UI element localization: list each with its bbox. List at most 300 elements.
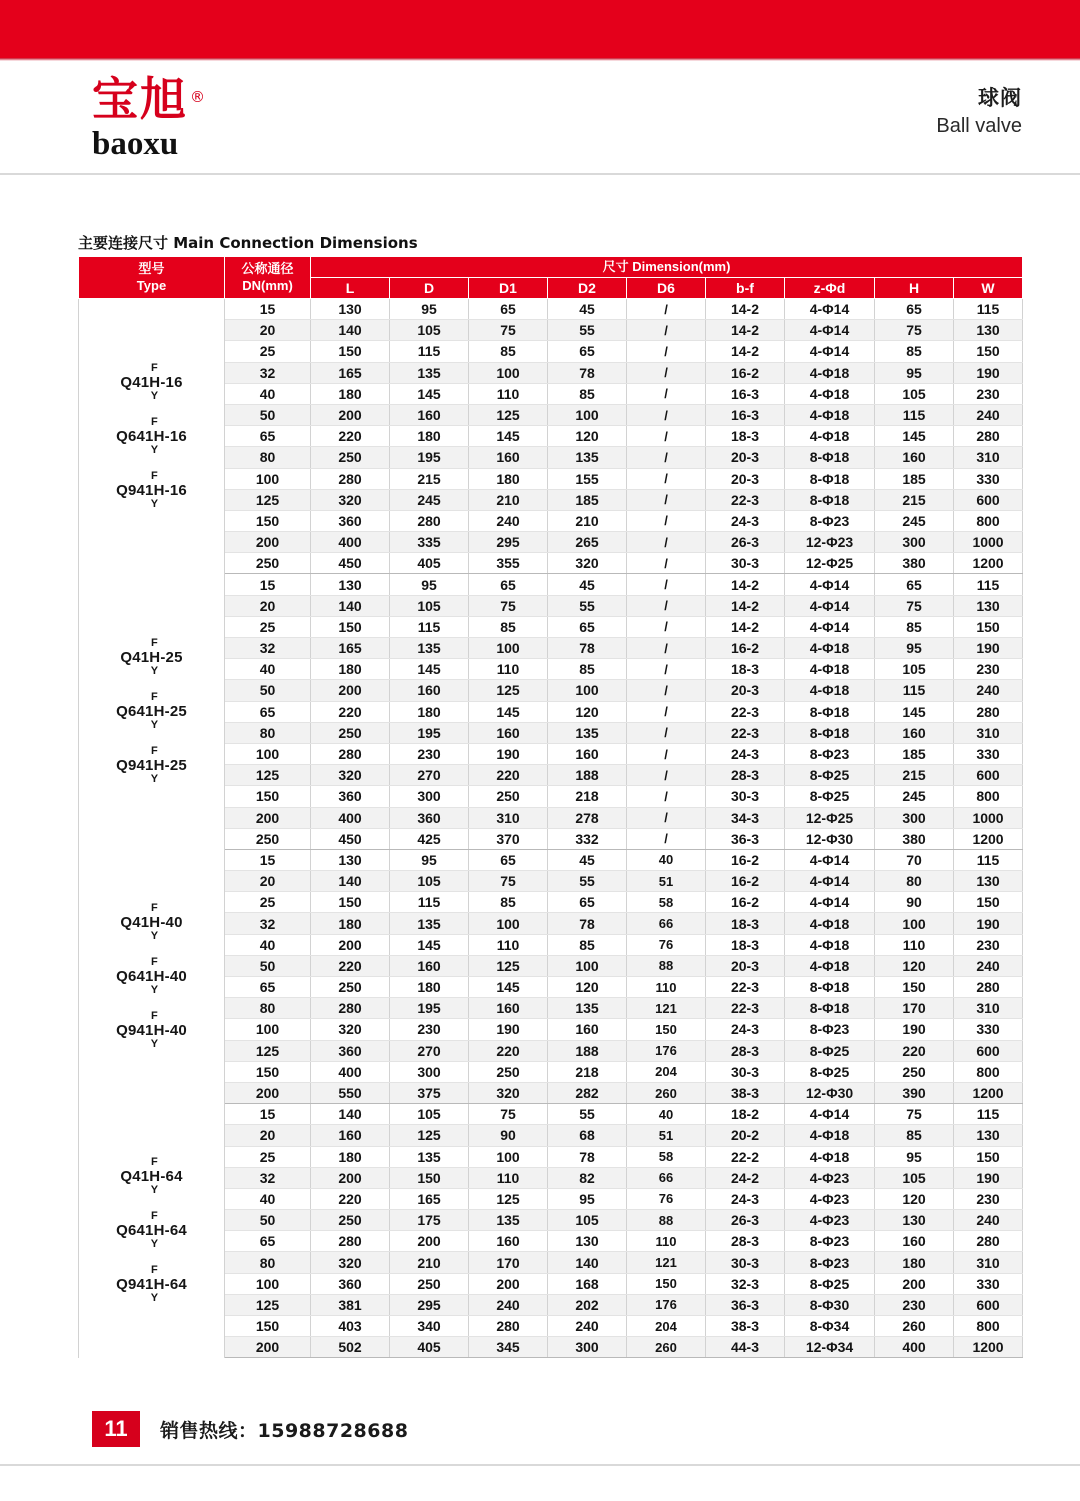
cell-zd: 12-Φ30 bbox=[785, 1082, 875, 1103]
cell-d: 335 bbox=[390, 532, 469, 553]
cell-d: 145 bbox=[390, 659, 469, 680]
cell-l: 280 bbox=[311, 743, 390, 764]
cell-zd: 8-Φ18 bbox=[785, 998, 875, 1019]
cell-d: 135 bbox=[390, 1146, 469, 1167]
cell-dn: 32 bbox=[225, 362, 311, 383]
cell-d6: / bbox=[627, 701, 706, 722]
cell-bf: 16-3 bbox=[706, 404, 785, 425]
cell-dn: 80 bbox=[225, 447, 311, 468]
cell-zd: 8-Φ23 bbox=[785, 1252, 875, 1273]
cell-d1: 85 bbox=[469, 616, 548, 637]
model-name: Q941H-25 bbox=[116, 757, 187, 775]
cell-h: 65 bbox=[875, 574, 954, 595]
cell-d1: 85 bbox=[469, 341, 548, 362]
masthead bbox=[0, 61, 1080, 173]
product-title-english: Ball valve bbox=[936, 115, 1022, 137]
cell-w: 115 bbox=[954, 1104, 1023, 1125]
cell-d2: 65 bbox=[548, 616, 627, 637]
cell-bf: 26-3 bbox=[706, 532, 785, 553]
cell-w: 330 bbox=[954, 743, 1023, 764]
cell-d6: 121 bbox=[627, 998, 706, 1019]
cell-l: 130 bbox=[311, 849, 390, 870]
header-col-d: D bbox=[390, 278, 469, 299]
cell-dn: 150 bbox=[225, 510, 311, 531]
cell-l: 320 bbox=[311, 1252, 390, 1273]
table-row bbox=[79, 299, 1023, 320]
cell-dn: 100 bbox=[225, 743, 311, 764]
cell-d6: / bbox=[627, 659, 706, 680]
cell-d1: 160 bbox=[469, 447, 548, 468]
cell-h: 145 bbox=[875, 701, 954, 722]
cell-zd: 8-Φ18 bbox=[785, 468, 875, 489]
cell-d: 160 bbox=[390, 955, 469, 976]
cell-d1: 220 bbox=[469, 765, 548, 786]
cell-d1: 110 bbox=[469, 659, 548, 680]
cell-d2: 168 bbox=[548, 1273, 627, 1294]
cell-dn: 20 bbox=[225, 595, 311, 616]
cell-d2: 120 bbox=[548, 701, 627, 722]
cell-bf: 24-3 bbox=[706, 510, 785, 531]
cell-d: 270 bbox=[390, 1040, 469, 1061]
cell-d: 195 bbox=[390, 998, 469, 1019]
cell-d6: / bbox=[627, 765, 706, 786]
cell-dn: 32 bbox=[225, 638, 311, 659]
cell-bf: 18-3 bbox=[706, 934, 785, 955]
type-cell bbox=[79, 574, 225, 849]
top-red-band bbox=[0, 0, 1080, 58]
cell-d: 145 bbox=[390, 383, 469, 404]
cell-l: 403 bbox=[311, 1316, 390, 1337]
cell-d6: / bbox=[627, 638, 706, 659]
cell-w: 1200 bbox=[954, 553, 1023, 574]
cell-h: 75 bbox=[875, 595, 954, 616]
cell-d2: 65 bbox=[548, 341, 627, 362]
cell-zd: 4-Φ14 bbox=[785, 871, 875, 892]
cell-d6: 40 bbox=[627, 1104, 706, 1125]
cell-d: 150 bbox=[390, 1167, 469, 1188]
cell-dn: 80 bbox=[225, 722, 311, 743]
table-row bbox=[79, 1104, 1023, 1125]
cell-d2: 210 bbox=[548, 510, 627, 531]
cell-dn: 65 bbox=[225, 1231, 311, 1252]
cell-bf: 20-3 bbox=[706, 955, 785, 976]
cell-h: 215 bbox=[875, 489, 954, 510]
cell-l: 140 bbox=[311, 1104, 390, 1125]
cell-zd: 4-Φ23 bbox=[785, 1210, 875, 1231]
cell-h: 95 bbox=[875, 1146, 954, 1167]
cell-dn: 150 bbox=[225, 1061, 311, 1082]
cell-h: 75 bbox=[875, 1104, 954, 1125]
cell-h: 85 bbox=[875, 616, 954, 637]
table-header bbox=[79, 257, 1023, 299]
cell-d6: 66 bbox=[627, 1167, 706, 1188]
cell-d6: 110 bbox=[627, 1231, 706, 1252]
cell-h: 105 bbox=[875, 383, 954, 404]
cell-d1: 135 bbox=[469, 1210, 548, 1231]
model-variant-top: F bbox=[151, 745, 158, 758]
cell-bf: 24-3 bbox=[706, 1019, 785, 1040]
cell-bf: 22-3 bbox=[706, 998, 785, 1019]
cell-d2: 100 bbox=[548, 955, 627, 976]
cell-h: 220 bbox=[875, 1040, 954, 1061]
cell-zd: 4-Φ23 bbox=[785, 1167, 875, 1188]
model-variant-top: F bbox=[151, 469, 158, 482]
cell-d6: 51 bbox=[627, 871, 706, 892]
table-row bbox=[79, 849, 1023, 870]
model-variant-bottom: Y bbox=[150, 930, 159, 942]
cell-l: 320 bbox=[311, 765, 390, 786]
cell-d: 375 bbox=[390, 1082, 469, 1103]
cell-l: 220 bbox=[311, 1188, 390, 1209]
cell-d1: 65 bbox=[469, 299, 548, 320]
logo-chinese-text bbox=[92, 72, 207, 126]
cell-d1: 65 bbox=[469, 574, 548, 595]
cell-bf: 16-2 bbox=[706, 362, 785, 383]
cell-d2: 100 bbox=[548, 404, 627, 425]
cell-d: 280 bbox=[390, 510, 469, 531]
cell-h: 245 bbox=[875, 510, 954, 531]
cell-zd: 4-Φ18 bbox=[785, 383, 875, 404]
cell-bf: 14-2 bbox=[706, 574, 785, 595]
cell-bf: 14-2 bbox=[706, 320, 785, 341]
model-label bbox=[116, 1265, 187, 1304]
cell-zd: 8-Φ23 bbox=[785, 743, 875, 764]
cell-l: 200 bbox=[311, 404, 390, 425]
model-variant-top: F bbox=[151, 902, 158, 914]
cell-d2: 140 bbox=[548, 1252, 627, 1273]
header-dn-en: DN(mm) bbox=[242, 277, 293, 293]
cell-d6: / bbox=[627, 574, 706, 595]
cell-zd: 4-Φ18 bbox=[785, 1125, 875, 1146]
header-col-d6: D6 bbox=[627, 278, 706, 299]
cell-d1: 125 bbox=[469, 404, 548, 425]
cell-bf: 18-3 bbox=[706, 913, 785, 934]
cell-dn: 50 bbox=[225, 680, 311, 701]
cell-zd: 8-Φ23 bbox=[785, 510, 875, 531]
cell-d1: 170 bbox=[469, 1252, 548, 1273]
cell-d2: 278 bbox=[548, 807, 627, 828]
model-name: Q641H-64 bbox=[116, 1222, 187, 1240]
cell-d6: / bbox=[627, 722, 706, 743]
cell-d: 210 bbox=[390, 1252, 469, 1273]
cell-l: 320 bbox=[311, 1019, 390, 1040]
model-variant-top: F bbox=[151, 637, 158, 650]
cell-d2: 95 bbox=[548, 1188, 627, 1209]
cell-zd: 4-Φ18 bbox=[785, 638, 875, 659]
model-label bbox=[116, 746, 187, 785]
cell-dn: 50 bbox=[225, 955, 311, 976]
cell-zd: 12-Φ23 bbox=[785, 532, 875, 553]
model-variant-top: F bbox=[151, 956, 158, 968]
cell-bf: 22-2 bbox=[706, 1146, 785, 1167]
cell-l: 450 bbox=[311, 553, 390, 574]
cell-d2: 155 bbox=[548, 468, 627, 489]
cell-w: 230 bbox=[954, 1188, 1023, 1209]
cell-d6: 150 bbox=[627, 1273, 706, 1294]
cell-d1: 125 bbox=[469, 680, 548, 701]
cell-dn: 200 bbox=[225, 1082, 311, 1103]
cell-zd: 4-Φ18 bbox=[785, 426, 875, 447]
cell-d6: 260 bbox=[627, 1082, 706, 1103]
cell-w: 150 bbox=[954, 1146, 1023, 1167]
cell-bf: 30-3 bbox=[706, 553, 785, 574]
cell-dn: 40 bbox=[225, 1188, 311, 1209]
cell-l: 280 bbox=[311, 468, 390, 489]
cell-l: 140 bbox=[311, 320, 390, 341]
cell-bf: 18-3 bbox=[706, 426, 785, 447]
cell-w: 800 bbox=[954, 786, 1023, 807]
cell-d2: 120 bbox=[548, 977, 627, 998]
header-col-d2: D2 bbox=[548, 278, 627, 299]
cell-w: 240 bbox=[954, 680, 1023, 701]
cell-bf: 30-3 bbox=[706, 1061, 785, 1082]
cell-bf: 28-3 bbox=[706, 1040, 785, 1061]
header-col-d1: D1 bbox=[469, 278, 548, 299]
cell-zd: 8-Φ25 bbox=[785, 1061, 875, 1082]
cell-l: 180 bbox=[311, 383, 390, 404]
model-variant-top: F bbox=[151, 1010, 158, 1022]
cell-d1: 200 bbox=[469, 1273, 548, 1294]
header-type-en: Type bbox=[136, 277, 167, 293]
cell-w: 240 bbox=[954, 404, 1023, 425]
cell-w: 1200 bbox=[954, 1082, 1023, 1103]
model-label bbox=[116, 471, 187, 510]
cell-w: 115 bbox=[954, 299, 1023, 320]
cell-d2: 135 bbox=[548, 998, 627, 1019]
cell-l: 250 bbox=[311, 722, 390, 743]
cell-d6: 76 bbox=[627, 934, 706, 955]
cell-d1: 100 bbox=[469, 362, 548, 383]
cell-bf: 30-3 bbox=[706, 1252, 785, 1273]
cell-zd: 4-Φ18 bbox=[785, 913, 875, 934]
cell-h: 145 bbox=[875, 426, 954, 447]
cell-d2: 320 bbox=[548, 553, 627, 574]
cell-d2: 105 bbox=[548, 1210, 627, 1231]
cell-d6: / bbox=[627, 362, 706, 383]
cell-d6: 176 bbox=[627, 1294, 706, 1315]
cell-d2: 85 bbox=[548, 659, 627, 680]
cell-w: 1000 bbox=[954, 807, 1023, 828]
cell-h: 160 bbox=[875, 1231, 954, 1252]
cell-d2: 55 bbox=[548, 871, 627, 892]
header-dimension-group: 尺寸 Dimension(mm) bbox=[311, 257, 1023, 278]
cell-d2: 265 bbox=[548, 532, 627, 553]
cell-d: 105 bbox=[390, 871, 469, 892]
cell-zd: 8-Φ18 bbox=[785, 701, 875, 722]
cell-zd: 4-Φ14 bbox=[785, 574, 875, 595]
model-variant-bottom: Y bbox=[150, 984, 159, 996]
cell-d: 180 bbox=[390, 977, 469, 998]
header-col-w: W bbox=[954, 278, 1023, 299]
cell-d: 180 bbox=[390, 701, 469, 722]
cell-dn: 150 bbox=[225, 1316, 311, 1337]
cell-zd: 4-Φ23 bbox=[785, 1188, 875, 1209]
cell-d1: 100 bbox=[469, 638, 548, 659]
model-variant-top: F bbox=[151, 1210, 158, 1223]
cell-d6: / bbox=[627, 299, 706, 320]
cell-d1: 160 bbox=[469, 1231, 548, 1252]
cell-dn: 125 bbox=[225, 1040, 311, 1061]
cell-dn: 100 bbox=[225, 468, 311, 489]
cell-bf: 34-3 bbox=[706, 807, 785, 828]
cell-d: 360 bbox=[390, 807, 469, 828]
cell-bf: 28-3 bbox=[706, 1231, 785, 1252]
cell-h: 130 bbox=[875, 1210, 954, 1231]
cell-d1: 240 bbox=[469, 1294, 548, 1315]
cell-l: 280 bbox=[311, 998, 390, 1019]
cell-h: 115 bbox=[875, 680, 954, 701]
cell-d1: 145 bbox=[469, 977, 548, 998]
cell-h: 180 bbox=[875, 1252, 954, 1273]
cell-l: 200 bbox=[311, 934, 390, 955]
cell-zd: 4-Φ14 bbox=[785, 595, 875, 616]
cell-d6: 88 bbox=[627, 955, 706, 976]
cell-zd: 8-Φ18 bbox=[785, 489, 875, 510]
cell-d1: 355 bbox=[469, 553, 548, 574]
cell-d2: 68 bbox=[548, 1125, 627, 1146]
cell-d6: / bbox=[627, 320, 706, 341]
cell-zd: 8-Φ34 bbox=[785, 1316, 875, 1337]
cell-d: 95 bbox=[390, 574, 469, 595]
model-variant-bottom: Y bbox=[150, 773, 159, 786]
cell-d: 125 bbox=[390, 1125, 469, 1146]
cell-l: 165 bbox=[311, 362, 390, 383]
cell-d6: 121 bbox=[627, 1252, 706, 1273]
cell-d6: 76 bbox=[627, 1188, 706, 1209]
model-label bbox=[116, 957, 187, 996]
model-label bbox=[120, 903, 182, 942]
cell-h: 390 bbox=[875, 1082, 954, 1103]
header-col-h: H bbox=[875, 278, 954, 299]
cell-dn: 32 bbox=[225, 913, 311, 934]
cell-d: 135 bbox=[390, 362, 469, 383]
cell-w: 130 bbox=[954, 1125, 1023, 1146]
cell-w: 230 bbox=[954, 383, 1023, 404]
cell-h: 80 bbox=[875, 871, 954, 892]
cell-h: 380 bbox=[875, 553, 954, 574]
cell-w: 310 bbox=[954, 998, 1023, 1019]
cell-w: 115 bbox=[954, 574, 1023, 595]
cell-d6: / bbox=[627, 383, 706, 404]
cell-d2: 135 bbox=[548, 722, 627, 743]
model-name: Q941H-16 bbox=[116, 481, 187, 499]
cell-d1: 295 bbox=[469, 532, 548, 553]
cell-zd: 4-Φ18 bbox=[785, 404, 875, 425]
cell-h: 185 bbox=[875, 468, 954, 489]
cell-l: 160 bbox=[311, 1125, 390, 1146]
cell-w: 130 bbox=[954, 320, 1023, 341]
cell-h: 200 bbox=[875, 1273, 954, 1294]
cell-d6: / bbox=[627, 595, 706, 616]
cell-d6: 58 bbox=[627, 892, 706, 913]
cell-d1: 75 bbox=[469, 1104, 548, 1125]
cell-dn: 40 bbox=[225, 659, 311, 680]
cell-d1: 65 bbox=[469, 849, 548, 870]
cell-d1: 110 bbox=[469, 383, 548, 404]
cell-d6: 204 bbox=[627, 1061, 706, 1082]
cell-dn: 65 bbox=[225, 426, 311, 447]
model-name: Q641H-25 bbox=[116, 703, 187, 721]
cell-d1: 145 bbox=[469, 426, 548, 447]
cell-zd: 8-Φ18 bbox=[785, 977, 875, 998]
cell-d1: 110 bbox=[469, 1167, 548, 1188]
cell-zd: 8-Φ30 bbox=[785, 1294, 875, 1315]
cell-d1: 85 bbox=[469, 892, 548, 913]
cell-bf: 32-3 bbox=[706, 1273, 785, 1294]
cell-d1: 75 bbox=[469, 320, 548, 341]
cell-d2: 282 bbox=[548, 1082, 627, 1103]
cell-w: 115 bbox=[954, 849, 1023, 870]
cell-d6: 51 bbox=[627, 1125, 706, 1146]
cell-d: 300 bbox=[390, 1061, 469, 1082]
page-number-badge: 11 bbox=[92, 1411, 140, 1447]
cell-w: 240 bbox=[954, 955, 1023, 976]
cell-zd: 4-Φ18 bbox=[785, 362, 875, 383]
cell-h: 400 bbox=[875, 1337, 954, 1358]
cell-d6: 150 bbox=[627, 1019, 706, 1040]
cell-dn: 20 bbox=[225, 871, 311, 892]
cell-d: 105 bbox=[390, 1104, 469, 1125]
cell-bf: 24-2 bbox=[706, 1167, 785, 1188]
model-name: Q941H-40 bbox=[116, 1022, 187, 1039]
cell-h: 150 bbox=[875, 977, 954, 998]
cell-d2: 160 bbox=[548, 1019, 627, 1040]
cell-d6: / bbox=[627, 807, 706, 828]
cell-zd: 4-Φ18 bbox=[785, 1146, 875, 1167]
cell-d2: 130 bbox=[548, 1231, 627, 1252]
cell-dn: 32 bbox=[225, 1167, 311, 1188]
cell-h: 380 bbox=[875, 828, 954, 849]
cell-d: 405 bbox=[390, 1337, 469, 1358]
cell-d2: 78 bbox=[548, 362, 627, 383]
cell-zd: 12-Φ30 bbox=[785, 828, 875, 849]
cell-d: 105 bbox=[390, 595, 469, 616]
cell-l: 140 bbox=[311, 871, 390, 892]
cell-d1: 280 bbox=[469, 1316, 548, 1337]
cell-d1: 210 bbox=[469, 489, 548, 510]
cell-dn: 200 bbox=[225, 807, 311, 828]
model-variant-bottom: Y bbox=[150, 1184, 159, 1197]
model-variant-top: F bbox=[151, 691, 158, 704]
cell-d6: / bbox=[627, 404, 706, 425]
cell-d1: 310 bbox=[469, 807, 548, 828]
cell-h: 250 bbox=[875, 1061, 954, 1082]
cell-dn: 250 bbox=[225, 553, 311, 574]
company-logo bbox=[92, 72, 207, 162]
cell-dn: 80 bbox=[225, 998, 311, 1019]
cell-zd: 4-Φ14 bbox=[785, 341, 875, 362]
model-variant-bottom: Y bbox=[150, 719, 159, 732]
cell-d2: 218 bbox=[548, 786, 627, 807]
cell-d6: / bbox=[627, 510, 706, 531]
cell-d6: 110 bbox=[627, 977, 706, 998]
table-row bbox=[79, 574, 1023, 595]
main-connection-dimensions-table bbox=[78, 256, 1023, 1358]
cell-l: 180 bbox=[311, 913, 390, 934]
cell-d: 340 bbox=[390, 1316, 469, 1337]
cell-d1: 250 bbox=[469, 1061, 548, 1082]
cell-d: 195 bbox=[390, 722, 469, 743]
cell-dn: 15 bbox=[225, 574, 311, 595]
cell-d1: 320 bbox=[469, 1082, 548, 1103]
cell-l: 400 bbox=[311, 1061, 390, 1082]
cell-w: 600 bbox=[954, 489, 1023, 510]
cell-dn: 40 bbox=[225, 934, 311, 955]
cell-zd: 4-Φ14 bbox=[785, 299, 875, 320]
cell-w: 150 bbox=[954, 892, 1023, 913]
cell-w: 330 bbox=[954, 1273, 1023, 1294]
cell-dn: 20 bbox=[225, 320, 311, 341]
